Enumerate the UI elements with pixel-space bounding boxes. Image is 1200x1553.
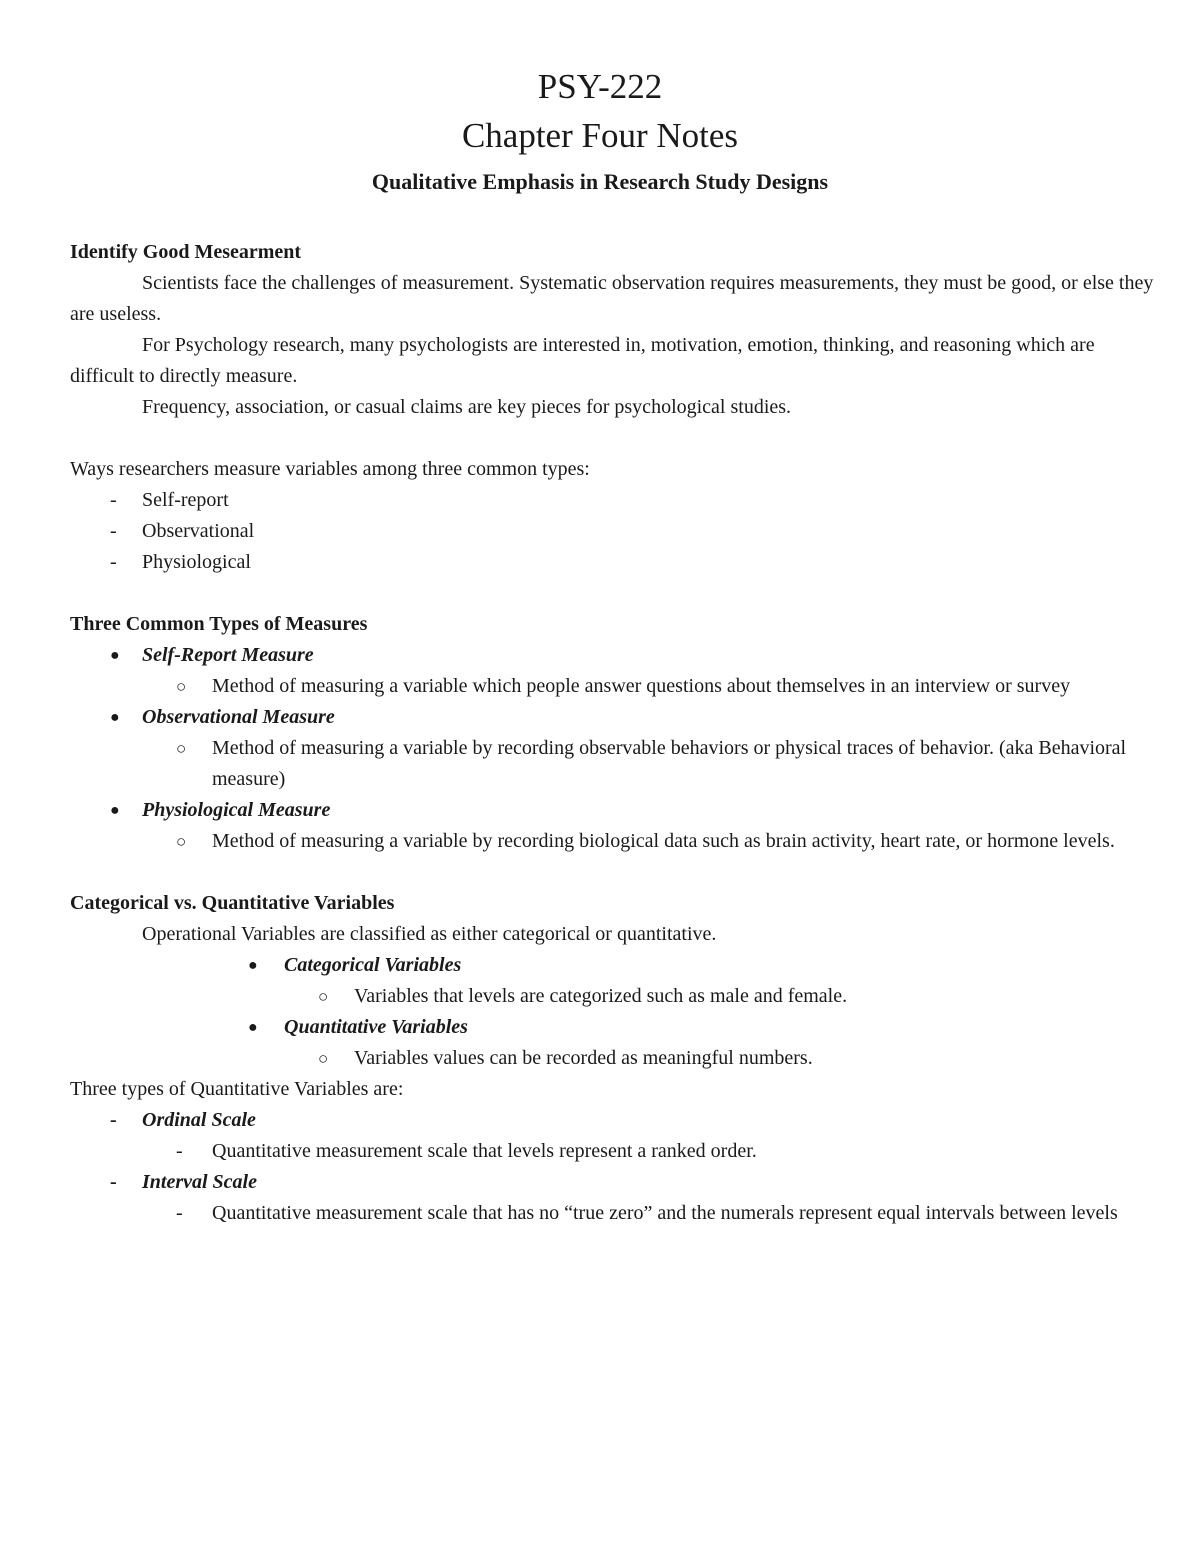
circle-bullet-icon: ○ [318, 987, 329, 1006]
list-item: - Quantitative measurement scale that levels represent a ranked order. [70, 1136, 1160, 1167]
chapter-title: Chapter Four Notes [461, 116, 739, 155]
list-item: ○ Variables values can be recorded as meaningful numbers. [70, 1043, 1160, 1074]
list-item: ● Physiological Measure [70, 795, 1160, 826]
paragraph: Frequency, association, or casual claims are key pieces for psychological studies. [142, 396, 792, 418]
paragraph: Ways researchers measure variables among three common types: [70, 458, 590, 480]
bullet-icon: ● [248, 1019, 258, 1036]
document-subtitle: Qualitative Emphasis in Research Study Designs [371, 169, 829, 194]
list-item: - Physiological [70, 547, 1160, 578]
list-item: ○ Variables that levels are categorized such as male and female. [70, 981, 1160, 1012]
document-body [70, 237, 1160, 1229]
dash-marker: - [110, 489, 117, 511]
bullet-icon: ● [110, 709, 120, 726]
bullet-icon: ● [110, 647, 120, 664]
dash-marker: - [176, 1202, 183, 1224]
list-item: ○ Method of measuring a variable by recording biological data such as brain activity, heart rate, or hormone levels. [70, 826, 1160, 857]
list-item: ● Quantitative Variables [70, 1012, 1160, 1043]
paragraph: For Psychology research, many psychologists are interested in, motivation, emotion, thinking, and reasoning which are difficult to directly measure. [70, 334, 1095, 387]
list-item: ● Observational Measure [70, 702, 1160, 733]
list-item: ○ Method of measuring a variable by recording observable behaviors or physical traces of behavior. (aka Behavioral measure) [70, 733, 1160, 795]
section-heading: Identify Good Mesearment [70, 241, 302, 263]
dash-marker: - [110, 1109, 117, 1131]
dash-marker: - [110, 551, 117, 573]
dash-marker: - [176, 1140, 183, 1162]
bullet-icon: ● [110, 802, 120, 819]
circle-bullet-icon: ○ [318, 1049, 329, 1068]
list-item: - Interval Scale [70, 1167, 1160, 1198]
circle-bullet-icon: ○ [176, 677, 187, 696]
paragraph: Three types of Quantitative Variables are: [70, 1078, 404, 1100]
circle-bullet-icon: ○ [176, 832, 187, 851]
section-heading: Three Common Types of Measures [70, 613, 368, 635]
dash-marker: - [110, 1171, 117, 1193]
list-item: ● Self-Report Measure [70, 640, 1160, 671]
list-item: - Self-report [70, 485, 1160, 516]
section-heading: Categorical vs. Quantitative Variables [70, 892, 395, 914]
circle-bullet-icon: ○ [176, 739, 187, 758]
course-title: PSY-222 [537, 67, 663, 106]
list-item: - Quantitative measurement scale that has no “true zero” and the numerals represent equal intervals between levels [70, 1198, 1160, 1229]
paragraph: Operational Variables are classified as either categorical or quantitative. [142, 923, 717, 945]
list-item: - Ordinal Scale [70, 1105, 1160, 1136]
dash-marker: - [110, 520, 117, 542]
bullet-icon: ● [248, 957, 258, 974]
list-item: ○ Method of measuring a variable which people answer questions about themselves in an interview or survey [70, 671, 1160, 702]
list-item: - Observational [70, 516, 1160, 547]
list-item: ● Categorical Variables [70, 950, 1160, 981]
paragraph: Scientists face the challenges of measurement. Systematic observation requires measurements, they must be good, or else they are useless. [70, 272, 1154, 325]
